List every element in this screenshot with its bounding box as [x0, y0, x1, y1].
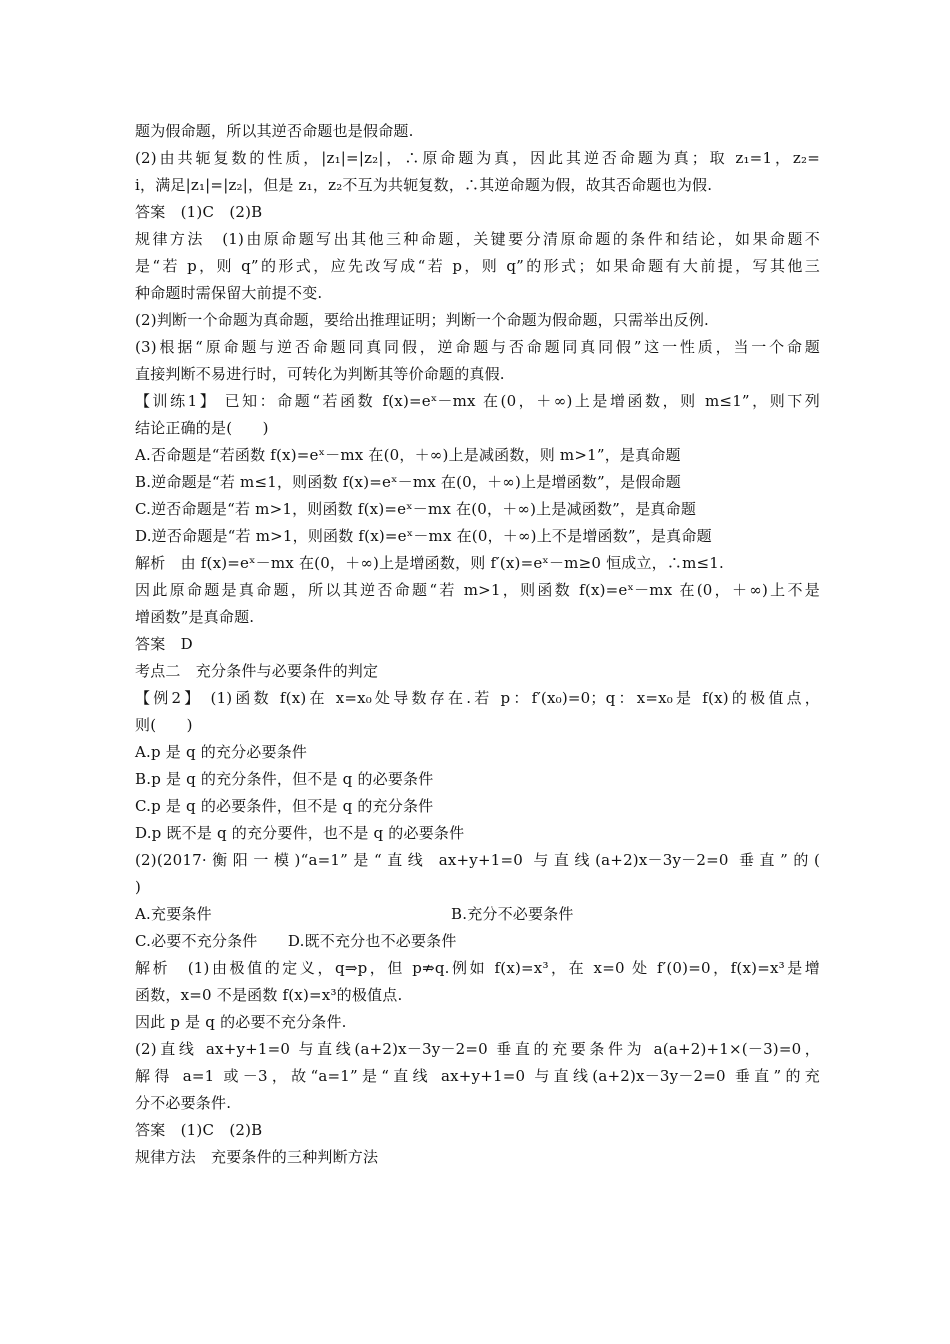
option-a: A.充要条件	[135, 905, 212, 923]
exercise-line: 结论正确的是( )	[135, 419, 269, 437]
option-a: A.否命题是“若函数 f(x)=eˣ－mx 在(0，＋∞)上是减函数，则 m>1”，是真命题	[135, 446, 681, 464]
text-line: (2)由共轭复数的性质，|z₁|=|z₂|，∴原命题为真，因此其逆否命题为真；取 z₁=1，z₂=	[135, 149, 820, 167]
solution-line: 因此 p 是 q 的必要不充分条件.	[135, 1013, 347, 1031]
example-heading: 【例2】 (1)函数 f(x)在 x=x₀处导数存在.若 p：f′(x₀)=0；q：x=x₀是 f(x)的极值点，	[135, 689, 820, 707]
solution-line: 函数，x=0 不是函数 f(x)=x³的极值点.	[135, 986, 403, 1004]
option-b: B.充分不必要条件	[451, 905, 574, 923]
text-line: 题为假命题，所以其逆否命题也是假命题.	[135, 122, 414, 140]
example-line: (2)(2017·衡阳一模)“a=1”是“直线 ax+y+1=0 与直线(a+2)x－3y－2=0 垂直”的(	[135, 851, 820, 869]
method-line: 是“若 p，则 q”的形式，应先改写成“若 p，则 q”的形式；如果命题有大前提，写其他三	[135, 257, 820, 275]
options-row	[135, 901, 820, 928]
options-row: C.必要不充分条件 D.既不充分也不必要条件	[135, 932, 457, 950]
option-d: D.p 既不是 q 的充分要件，也不是 q 的必要条件	[135, 824, 465, 842]
method-line: 直接判断不易进行时，可转化为判断其等价命题的真假.	[135, 365, 505, 383]
document-page	[135, 118, 820, 1171]
solution-line: 因此原命题是真命题，所以其逆否命题“若 m>1，则函数 f(x)=eˣ－mx 在(0，＋∞)上不是	[135, 581, 820, 599]
method-line: 规律方法 充要条件的三种判断方法	[135, 1148, 379, 1166]
exercise-heading: 【训练1】 已知：命题“若函数 f(x)=eˣ－mx 在(0，＋∞)上是增函数，则 m≤1”，则下列	[135, 392, 820, 410]
answer-line: 答案 D	[135, 635, 193, 653]
option-b: B.p 是 q 的充分条件，但不是 q 的必要条件	[135, 770, 434, 788]
method-line: (3)根据“原命题与逆否命题同真同假，逆命题与否命题同真同假”这一性质，当一个命题	[135, 338, 820, 356]
text-line: i，满足|z₁|=|z₂|，但是 z₁，z₂不互为共轭复数，∴其逆命题为假，故其否命题也为假.	[135, 176, 713, 194]
solution-line: 解析 由 f(x)=eˣ－mx 在(0，＋∞)上是增函数，则 f′(x)=eˣ－m≥0 恒成立，∴m≤1.	[135, 554, 724, 572]
option-d: D.逆否命题是“若 m>1，则函数 f(x)=eˣ－mx 在(0，＋∞)上不是增函数”，是真命题	[135, 527, 712, 545]
solution-line: 解析 (1)由极值的定义，q⇒p，但 p⇏q.例如 f(x)=x³，在 x=0 处 f′(0)=0，f(x)=x³是增	[135, 959, 820, 977]
method-line: 种命题时需保留大前提不变.	[135, 284, 323, 302]
solution-line: 分不必要条件.	[135, 1094, 232, 1112]
section-heading: 考点二 充分条件与必要条件的判定	[135, 662, 379, 680]
example-line: 则( )	[135, 716, 193, 734]
solution-line: 增函数”是真命题.	[135, 608, 255, 626]
option-a: A.p 是 q 的充分必要条件	[135, 743, 308, 761]
solution-line: (2)直线 ax+y+1=0 与直线(a+2)x－3y－2=0 垂直的充要条件为 a(a+2)+1×(－3)=0，	[135, 1040, 820, 1058]
answer-line: 答案 (1)C (2)B	[135, 1121, 263, 1139]
option-b: B.逆命题是“若 m≤1，则函数 f(x)=eˣ－mx 在(0，＋∞)上是增函数”，是假命题	[135, 473, 681, 491]
option-c: C.p 是 q 的必要条件，但不是 q 的充分条件	[135, 797, 434, 815]
method-line: (2)判断一个命题为真命题，要给出推理证明；判断一个命题为假命题，只需举出反例.	[135, 311, 710, 329]
method-line: 规律方法 (1)由原命题写出其他三种命题，关键要分清原命题的条件和结论，如果命题不	[135, 230, 820, 248]
option-c: C.逆否命题是“若 m>1，则函数 f(x)=eˣ－mx 在(0，＋∞)上是减函数”，是真命题	[135, 500, 697, 518]
solution-line: 解得 a=1 或－3，故“a=1”是“直线 ax+y+1=0 与直线(a+2)x－3y－2=0 垂直”的充	[135, 1067, 820, 1085]
answer-line: 答案 (1)C (2)B	[135, 203, 263, 221]
example-line: )	[135, 878, 142, 896]
